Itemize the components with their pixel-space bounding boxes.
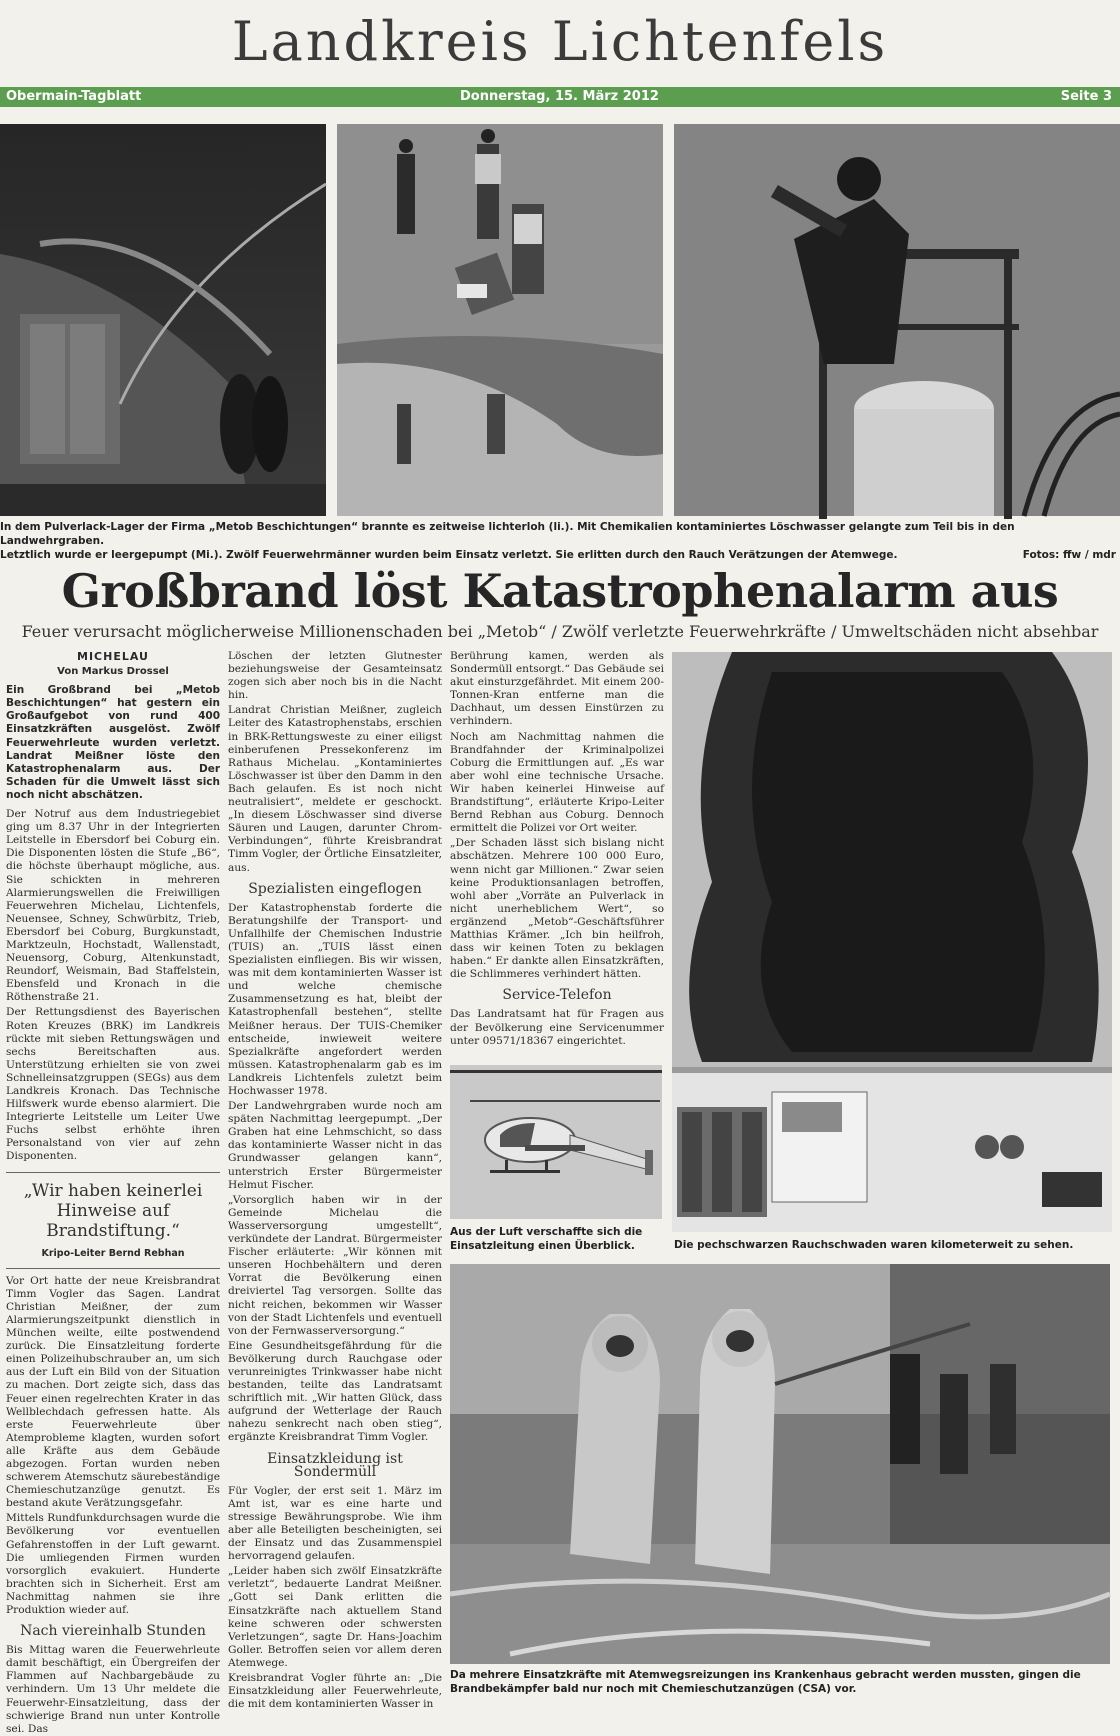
paragraph: Der Notruf aus dem Industriegebiet ging um 8.37 Uhr in der Integrierten Leitstelle in Ebersdorf bei Coburg ein. Die Disponenten lösten die Stufe „B6“, die höchste überhaupt mögliche, aus. Sie schickten in mehreren Alarmierungswellen die Freiwilligen Feuerwehren Michelau, Lichtenfels, Neuensee, Schney, Schwürbitz, Trieb, Ebersdorf bei Coburg, Burgkunstadt, Marktzeuln, Hochstadt, Wallenstadt, Neuensorg, Coburg, Altenkunstadt, Reundorf, Weismain, Bad Staffelstein, Ebensfeld und Kronach in die Röthenstraße 21.	[6, 808, 220, 1004]
paragraph: „Der Schaden lässt sich bislang nicht abschätzen. Mehrere 100 000 Euro, wenn nicht gar Millionen.“ Zwar seien keine Produktionsanlagen betroffen, wohl aber „Vorräte an Pulverlack in nicht unerheblichem Wert“, so ergänzend „Metob“-Geschäftsführer Matthias Krämer. „Ich bin heilfroh, dass wir keinen Toten zu beklagen haben.“ Er dankte allen Einsatzkräften, die Schlimmeres verhindert hätten.	[450, 837, 664, 981]
article-subheadline: Feuer verursacht möglicherweise Millionenschaden bei „Metob“ / Zwölf verletzte Feuerwehrkräfte / Umweltschäden nicht absehbar	[21, 622, 1099, 641]
photo-ditch-inspection	[337, 124, 663, 516]
pull-quote-source: Kripo-Leiter Bernd Rebhan	[41, 1247, 185, 1259]
pull-quote	[6, 1172, 220, 1269]
divider	[6, 1268, 220, 1269]
subheading: Spezialisten eingeflogen	[248, 880, 422, 897]
paragraph: Berührung kamen, werden als Sondermüll entsorgt.“ Das Gebäude sei akut einsturzgefährdet. Mit einem 200-Tonnen-Kran entferne man die Dachhaut, um dessen Einstürzen zu verhindern.	[450, 650, 664, 728]
subheading: Einsatzkleidung ist Sondermüll	[267, 1450, 403, 1480]
newspaper-name: Obermain-Tagblatt	[6, 89, 142, 104]
paragraph: Eine Gesundheitsgefährdung für die Bevölkerung durch Rauchgase oder verunreinigtes Trinkwasser habe nicht bestanden, teilte das Landratsamt schriftlich mit. „Wir hatten Glück, dass aufgrund der Wetterlage der Rauch nahezu senkrecht nach oben stieg“, ergänzte Kreisbrandrat Timm Vogler.	[228, 1339, 442, 1444]
paragraph: Der Landwehrgraben wurde noch am späten Nachmittag leergepumpt. „Der Graben hat eine Lehmschicht, so dass das kontaminierte Wasser nicht in das Grundwasser gelangen kann“, unterstrich Erster Bürgermeister Helmut Fischer.	[228, 1100, 442, 1191]
photo-chemical-suits	[450, 1264, 1110, 1664]
paragraph: „Leider haben sich zwölf Einsatzkräfte verletzt“, bedauerte Landrat Meißner. „Gott sei Dank erlitten die Einsatzkräfte nach aktuellem Stand keine schweren oder schwersten Verletzungen“, sagte Dr. Hans-Joachim Goller. Betroffen seien vor allem deren Atemwege.	[228, 1565, 442, 1669]
photo-caption-top	[0, 520, 1116, 562]
paragraph: Der Rettungsdienst des Bayerischen Roten Kreuzes (BRK) im Landkreis rückte mit sieben Rettungswägen und sechs Bereitschaften aus. Unterstützung erhielten sie von zwei Schnelleinsatzgruppen (SEGs) aus dem Landkreis Kronach. Das Technische Hilfswerk wurde ebenso alarmiert. Die Integrierte Leitstelle um Leiter Uwe Fuchs selbst erhöhte ihren Personalstand von vier auf zehn Disponenten.	[6, 1006, 220, 1163]
paragraph: Bis Mittag waren die Feuerwehrleute damit beschäftigt, ein Übergreifen der Flammen auf Nachbargebäude zu verhindern. Um 13 Uhr meldete die Feuerwehr-Einsatzleitung, dass der schwierige Brand nun unter Kontrolle sei. Das	[6, 1644, 220, 1735]
article-headline: Großbrand löst Katastrophenalarm aus	[61, 564, 1059, 618]
paragraph: Löschen der letzten Glutnester beziehungsweise der Gesamteinsatz zogen sich aber noch bis in die Nacht hin.	[228, 650, 442, 702]
caption-chemical-suits: Da mehrere Einsatzkräfte mit Atemwegsreizungen ins Krankenhaus gebracht werden mussten, gingen die Brandbekämpfer bald nur noch mit Chemieschutzanzügen (CSA) vor.	[450, 1669, 1081, 1695]
article-lead: Ein Großbrand bei „Metob Beschichtungen“ hat gestern ein Großaufgebot von rund 400 Einsatzkräften ausgelöst. Zwölf Feuerwehrleute wurden verletzt. Landrat Meißner löste den Katastrophenalarm aus. Der Schaden für die Umwelt lässt sich noch nicht abschätzen.	[6, 684, 220, 801]
paragraph: Das Landratsamt hat für Fragen aus der Bevölkerung eine Servicenummer unter 09571/18367 eingerichtet.	[450, 1008, 664, 1047]
caption-helicopter: Aus der Luft verschaffte sich die Einsatzleitung einen Überblick.	[450, 1226, 643, 1252]
pull-quote-text: „Wir haben keinerlei Hinweise auf Brandstiftung.“	[23, 1180, 203, 1241]
article-column-1	[6, 650, 220, 1735]
caption-line-2: Letztlich wurde er leergepumpt (Mi.). Zwölf Feuerwehrmänner wurden beim Einsatz verletzt. Sie erlitten durch den Rauch Verätzungen der Atemwege.	[0, 549, 898, 561]
paragraph: „Vorsorglich haben wir in der Gemeinde Michelau die Wasserversorgung umgestellt“, verkündete der Landrat. Bürgermeister Fischer erläuterte: „Wir können mit unseren Hochbehältern und deren Vorrat die Bevölkerung einen dreiviertel Tag versorgen. Sollte das nicht reichen, bekommen wir Wasser von der Stadt Lichtenfels und eventuell von der Fernwasserversorgung.“	[228, 1193, 442, 1337]
photo-credit: Fotos: ffw / mdr	[1022, 549, 1116, 561]
article-column-3	[450, 650, 664, 1060]
photo-smoke-plume	[672, 652, 1112, 1232]
caption-line-1: In dem Pulverlack-Lager der Firma „Metob Beschichtungen“ brannte es zeitweise lichterloh (li.). Mit Chemikalien kontaminiertes Löschwasser gelangte zum Teil bis in den Landwehrgraben.	[0, 521, 1015, 547]
issue-date: Donnerstag, 15. März 2012	[460, 89, 659, 104]
photo-police-helicopter	[450, 1065, 662, 1219]
paragraph: Landrat Christian Meißner, zugleich Leiter des Katastrophenstabs, erschien in BRK-Rettungsweste zu einer eiligst einberufenen Pressekonferenz im Rathaus Michelau. „Kontaminiertes Löschwasser ist über den Damm in den Bach gelaufen. Es ist noch nicht neutralisiert“, meldete er geschockt. „In diesem Löschwasser sind diverse Säuren und Laugen, darunter Chrom-Verbindungen“, führte Kreisbrandrat Timm Vogler, der Örtliche Einsatzleiter, aus.	[228, 704, 442, 874]
caption-smoke: Die pechschwarzen Rauchschwaden waren kilometerweit zu sehen.	[674, 1239, 1074, 1251]
section-masthead: Landkreis Lichtenfels	[231, 10, 889, 73]
dateline: MICHELAU	[77, 650, 149, 663]
photo-fire-warehouse	[0, 124, 326, 516]
header-bar	[0, 87, 1120, 107]
paragraph: Kreisbrandrat Vogler führte an: „Die Einsatzkleidung aller Feuerwehrleute, die mit dem kontaminierten Wasser in	[228, 1672, 442, 1711]
paragraph: Noch am Nachmittag nahmen die Brandfahnder der Kriminalpolizei Coburg die Ermittlungen auf. „Es war aber wohl eine technische Ursache. Wir haben keinerlei Hinweise auf Brandstiftung“, erläuterte Kripo-Leiter Bernd Rebhan aus Coburg. Dennoch ermittelt die Polizei vor Ort weiter.	[450, 730, 664, 835]
paragraph: Vor Ort hatte der neue Kreisbrandrat Timm Vogler das Sagen. Landrat Christian Meißner, der zum Alarmierungszeitpunkt dienstlich in München weilte, eilte postwendend zurück. Die Einsatzleitung forderte einen Polizeihubschrauber an, um sich aus der Luft ein Bild von der Situation zu machen. Dort zeigte sich, dass das Feuer einen regelrechten Krater in das Wellblechdach gefressen hatte. Als erste Feuerwehrleute über Atemprobleme klagten, wurden sofort alle Kräfte aus dem Gebäude abgezogen. Fortan wurden neben schwerem Atemschutz säurebeständige Chemieschutzanzüge genutzt. Es bestand akute Verätzungsgefahr.	[6, 1274, 220, 1510]
photo-firefighter-platform	[674, 124, 1120, 516]
subheading: Nach viereinhalb Stunden	[20, 1623, 206, 1640]
paragraph: Mittels Rundfunkdurchsagen wurde die Bevölkerung vor eventuellen Gefahrenstoffen in der Luft gewarnt. Die umliegenden Firmen wurden vorsorglich evakuiert. Hunderte brachten sich in Sicherheit. Erst am Nachmittag nahmen sie ihre Produktion wieder auf.	[6, 1512, 220, 1616]
byline: Von Markus Drossel	[57, 666, 169, 678]
subheading: Service-Telefon	[502, 987, 612, 1004]
article-column-2	[228, 650, 442, 1711]
paragraph: Der Katastrophenstab forderte die Beratungshilfe der Transport- und Unfallhilfe der Chemischen Industrie (TUIS) an. „TUIS lässt einen Spezialisten einfliegen. Bis wir wissen, was mit dem kontaminierten Wasser ist und welche chemische Zusammensetzung es hat, bleibt der Katastrophenfall bestehen“, stellte Meißner heraus. Der TUIS-Chemiker entscheide, inwieweit weitere Spezialkräfte angefordert werden müssen. Katastrophenalarm gab es im Landkreis Lichtenfels zuletzt beim Hochwasser 1978.	[228, 901, 442, 1097]
page-number: Seite 3	[1060, 89, 1112, 104]
paragraph: Für Vogler, der erst seit 1. März im Amt ist, war es eine harte und stressige Bewährungsprobe. Wie ihm aber alle Beteiligten bescheinigten, sei der Einsatz und das Zusammenspiel hervorragend gelaufen.	[228, 1484, 442, 1563]
